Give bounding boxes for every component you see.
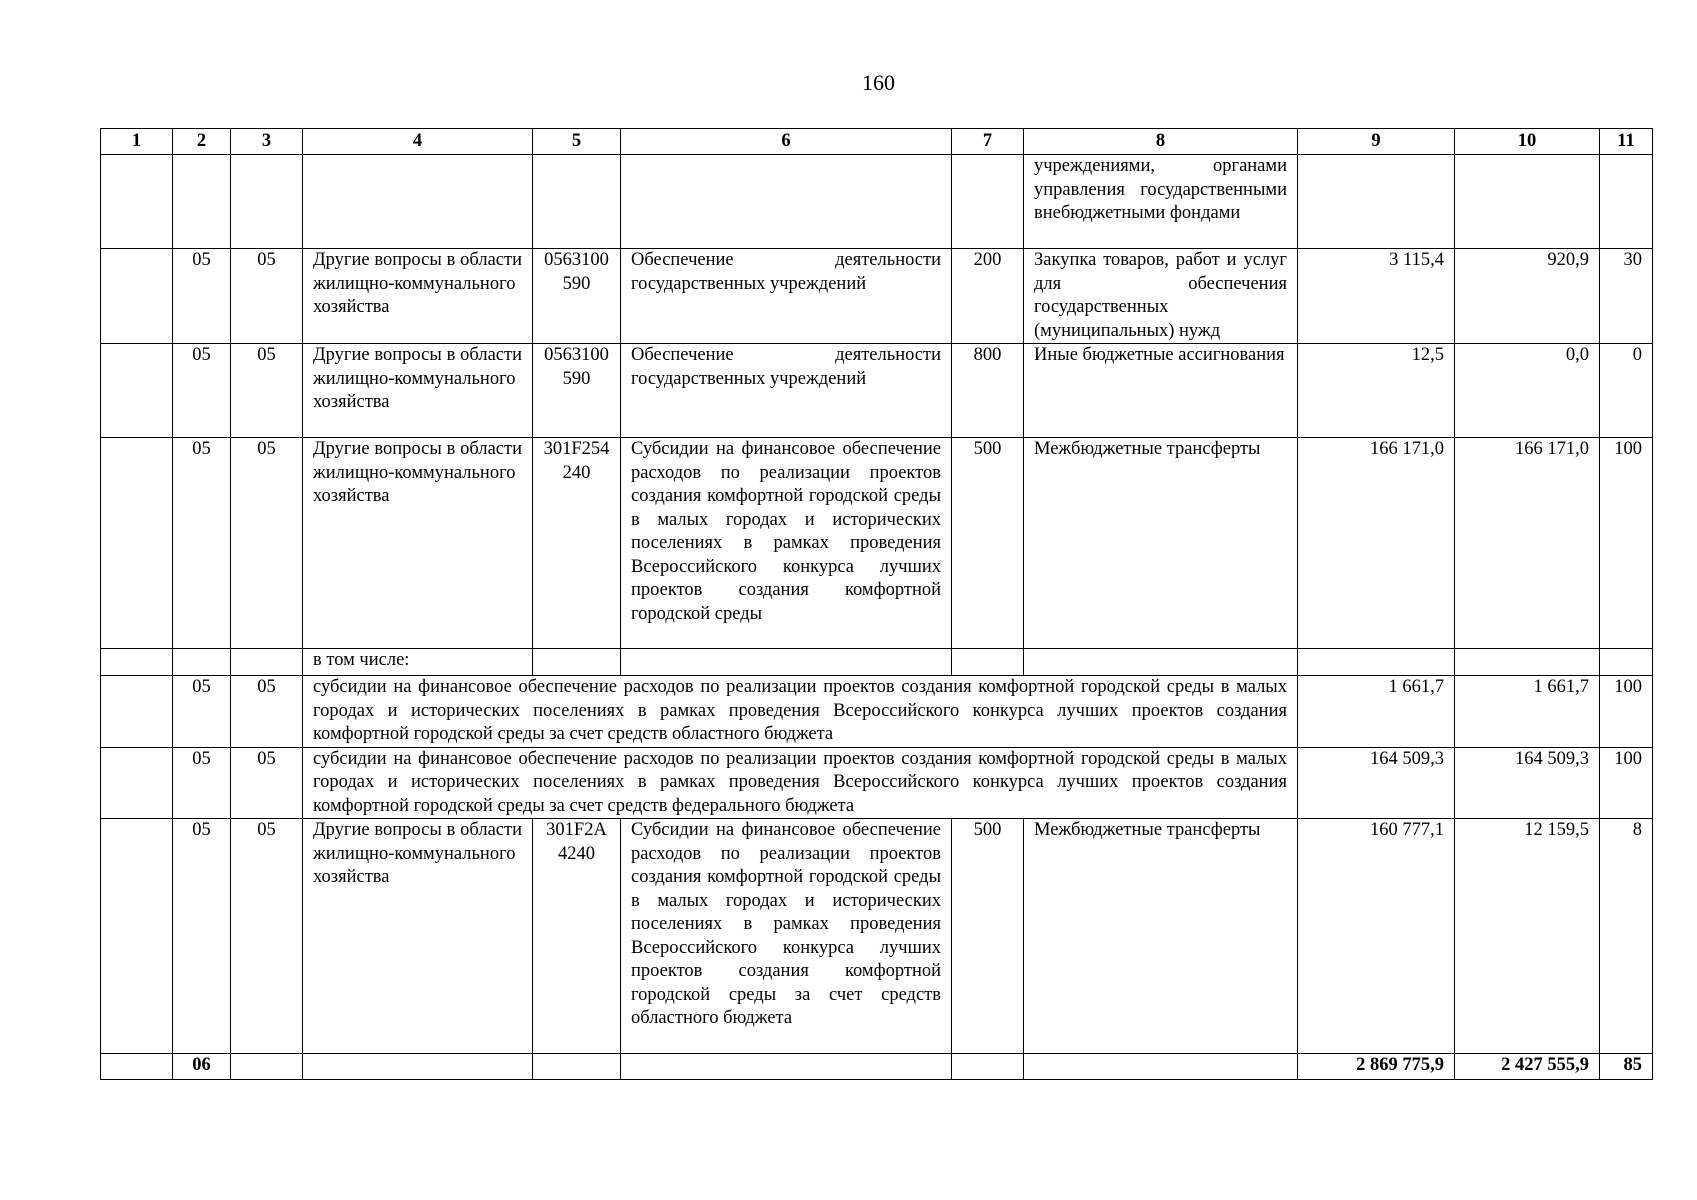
cell-executed: 12 159,5 bbox=[1455, 819, 1600, 1054]
cell-section: 05 bbox=[173, 344, 231, 438]
cell-target-code: 0563100590 bbox=[533, 344, 621, 438]
cell-percent: 100 bbox=[1600, 438, 1653, 649]
cell-subsection-name: Другие вопросы в области жилищно-коммунального хозяйства bbox=[303, 249, 533, 344]
cell-expense-type: 200 bbox=[952, 249, 1024, 344]
cell-subsection bbox=[231, 155, 303, 249]
total-row bbox=[101, 1054, 1653, 1080]
cell-planned: 3 115,4 bbox=[1298, 249, 1455, 344]
cell-target-name: Обеспечение деятельности государственных учреждений bbox=[621, 344, 952, 438]
cell-subsidy-description: субсидии на финансовое обеспечение расходов по реализации проектов создания комфортной городской среды в малых городах и исторических поселениях в рамках проведения Всероссийского конкурса лучших проектов создания комфортной городской среды за счет средств федерального бюджета bbox=[303, 747, 1298, 819]
cell-percent: 8 bbox=[1600, 819, 1653, 1054]
cell-target-code: 301F2A4240 bbox=[533, 819, 621, 1054]
cell-section: 05 bbox=[173, 438, 231, 649]
cell-executed bbox=[1455, 155, 1600, 249]
cell-percent: 0 bbox=[1600, 344, 1653, 438]
cell-expense-name: Закупка товаров, работ и услуг для обеспечения государственных (муниципальных) нужд bbox=[1024, 249, 1298, 344]
cell-subsidy-description: субсидии на финансовое обеспечение расходов по реализации проектов создания комфортной городской среды в малых городах и исторических поселениях в рамках проведения Всероссийского конкурса лучших проектов создания комфортной городской среды за счет средств областного бюджета bbox=[303, 676, 1298, 748]
cell-target-name: Субсидии на финансовое обеспечение расходов по реализации проектов создания комфортной городской среды в малых городах и исторических поселениях в рамках проведения Всероссийского конкурса лучших проектов создания комфортной городской среды за счет средств областного бюджета bbox=[621, 819, 952, 1054]
cell-target-code: 0563100590 bbox=[533, 249, 621, 344]
cell-expense-type: 800 bbox=[952, 344, 1024, 438]
cell-section: 05 bbox=[173, 249, 231, 344]
table-row bbox=[101, 438, 1653, 649]
cell-section: 06 bbox=[173, 1054, 231, 1080]
cell-target-name bbox=[621, 155, 952, 249]
cell-subsection: 05 bbox=[231, 249, 303, 344]
cell-subsection: 05 bbox=[231, 438, 303, 649]
cell-number bbox=[101, 155, 173, 249]
cell-number bbox=[101, 344, 173, 438]
page-number: 160 bbox=[862, 70, 895, 95]
column-header: 6 bbox=[621, 129, 952, 155]
cell-planned: 12,5 bbox=[1298, 344, 1455, 438]
column-header: 3 bbox=[231, 129, 303, 155]
table-row bbox=[101, 649, 1653, 676]
cell-percent bbox=[1600, 155, 1653, 249]
cell-expense-name: учреждениями, органами управления государственными внебюджетными фондами bbox=[1024, 155, 1298, 249]
cell-subsection: 05 bbox=[231, 747, 303, 819]
cell-subsection: 05 bbox=[231, 819, 303, 1054]
cell-percent: 100 bbox=[1600, 676, 1653, 748]
cell-number bbox=[101, 249, 173, 344]
cell-percent: 100 bbox=[1600, 747, 1653, 819]
cell-subsection-name: Другие вопросы в области жилищно-коммунального хозяйства bbox=[303, 344, 533, 438]
total-percent: 85 bbox=[1600, 1054, 1653, 1080]
cell-expense-name: Межбюджетные трансферты bbox=[1024, 819, 1298, 1054]
cell-section: 05 bbox=[173, 676, 231, 748]
cell-section: 05 bbox=[173, 819, 231, 1054]
cell-executed: 166 171,0 bbox=[1455, 438, 1600, 649]
table-row bbox=[101, 155, 1653, 249]
table-row bbox=[101, 249, 1653, 344]
column-header: 11 bbox=[1600, 129, 1653, 155]
cell-target-code bbox=[533, 155, 621, 249]
cell-planned: 164 509,3 bbox=[1298, 747, 1455, 819]
cell-expense-type bbox=[952, 155, 1024, 249]
table-header-row bbox=[101, 129, 1653, 155]
cell-planned bbox=[1298, 155, 1455, 249]
cell-subsection: 05 bbox=[231, 344, 303, 438]
cell-expense-name: Межбюджетные трансферты bbox=[1024, 438, 1298, 649]
cell-planned: 1 661,7 bbox=[1298, 676, 1455, 748]
cell-planned: 160 777,1 bbox=[1298, 819, 1455, 1054]
cell-planned: 166 171,0 bbox=[1298, 438, 1455, 649]
column-header: 2 bbox=[173, 129, 231, 155]
cell-expense-type: 500 bbox=[952, 438, 1024, 649]
cell-target-code: 301F254240 bbox=[533, 438, 621, 649]
cell-subsection-name bbox=[303, 155, 533, 249]
table-row bbox=[101, 344, 1653, 438]
column-header: 7 bbox=[952, 129, 1024, 155]
column-header: 10 bbox=[1455, 129, 1600, 155]
cell-target-name: Обеспечение деятельности государственных учреждений bbox=[621, 249, 952, 344]
cell-number bbox=[101, 819, 173, 1054]
cell-expense-type: 500 bbox=[952, 819, 1024, 1054]
column-header: 1 bbox=[101, 129, 173, 155]
budget-table bbox=[100, 128, 1653, 1080]
including-label: в том числе: bbox=[303, 649, 533, 676]
cell-target-name: Субсидии на финансовое обеспечение расходов по реализации проектов создания комфортной городской среды в малых городах и исторических поселениях в рамках проведения Всероссийского конкурса лучших проектов создания комфортной городской среды bbox=[621, 438, 952, 649]
cell-number bbox=[101, 438, 173, 649]
cell-subsection: 05 bbox=[231, 676, 303, 748]
cell-executed: 0,0 bbox=[1455, 344, 1600, 438]
column-header: 8 bbox=[1024, 129, 1298, 155]
cell-section bbox=[173, 155, 231, 249]
column-header: 9 bbox=[1298, 129, 1455, 155]
cell-expense-name: Иные бюджетные ассигнования bbox=[1024, 344, 1298, 438]
table-row bbox=[101, 676, 1653, 748]
column-header: 5 bbox=[533, 129, 621, 155]
table-row bbox=[101, 819, 1653, 1054]
total-executed: 2 427 555,9 bbox=[1455, 1054, 1600, 1080]
cell-percent: 30 bbox=[1600, 249, 1653, 344]
total-planned: 2 869 775,9 bbox=[1298, 1054, 1455, 1080]
cell-subsection-name: Другие вопросы в области жилищно-коммунального хозяйства bbox=[303, 438, 533, 649]
cell-executed: 1 661,7 bbox=[1455, 676, 1600, 748]
cell-executed: 164 509,3 bbox=[1455, 747, 1600, 819]
column-header: 4 bbox=[303, 129, 533, 155]
cell-section: 05 bbox=[173, 747, 231, 819]
cell-subsection-name: Другие вопросы в области жилищно-коммунального хозяйства bbox=[303, 819, 533, 1054]
cell-executed: 920,9 bbox=[1455, 249, 1600, 344]
table-row bbox=[101, 747, 1653, 819]
